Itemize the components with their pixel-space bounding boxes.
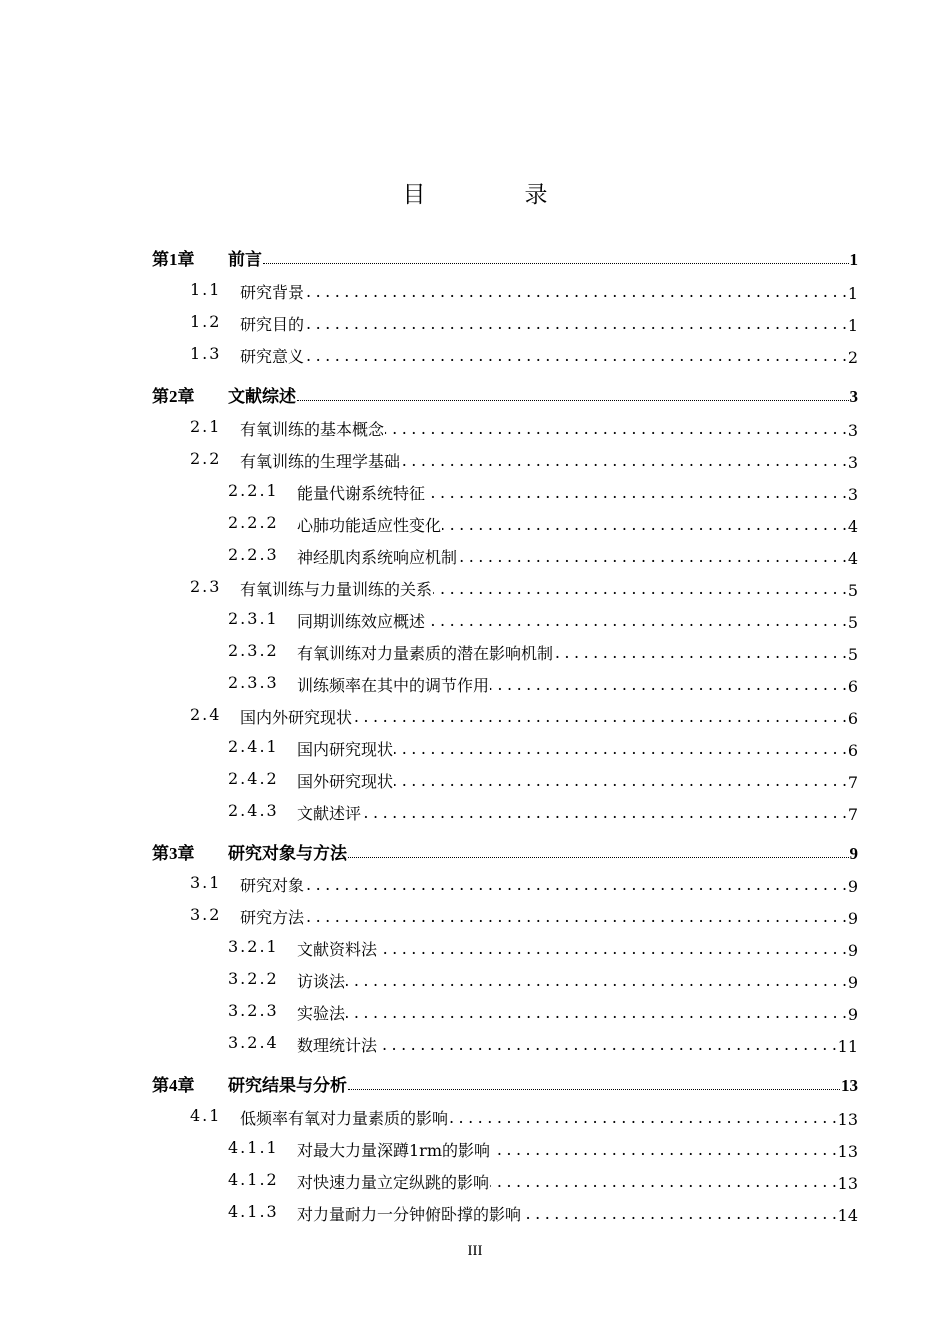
toc-leader [426, 614, 847, 628]
toc-entry-section[interactable] [0, 702, 858, 728]
toc-title: 文献资料法 [297, 940, 378, 959]
toc-title: 前言 [228, 250, 262, 269]
toc-leader [348, 849, 849, 858]
toc-page-number: 9 [847, 1005, 858, 1024]
toc-number: 4.1 [190, 1106, 222, 1125]
toc-number: 2.4.3 [228, 801, 279, 820]
toc-entry-subsection[interactable] [0, 670, 858, 696]
toc-title: 研究方法 [240, 908, 305, 927]
toc-leader [348, 1081, 840, 1090]
toc-leader [378, 1038, 837, 1052]
toc-title: 文献述评 [297, 804, 362, 823]
toc-number: 第2章 [152, 387, 195, 406]
toc-page-number: 1 [847, 284, 858, 303]
toc-leader [491, 1143, 837, 1157]
toc-leader [263, 255, 849, 264]
toc-title: 数理统计法 [297, 1036, 378, 1055]
toc-page-number: 2 [847, 348, 858, 367]
toc-entry-subsection[interactable] [0, 1135, 858, 1161]
toc-number: 3.2.1 [228, 937, 279, 956]
toc-title: 同期训练效应概述 [297, 612, 426, 631]
toc-number: 3.1 [190, 873, 222, 892]
toc-entry-subsection[interactable] [0, 1030, 858, 1056]
toc-title: 访谈法 [297, 972, 346, 991]
toc-leader [346, 974, 847, 988]
toc-page-number: 4 [847, 517, 858, 536]
toc-page-number: 6 [847, 677, 858, 696]
toc-number: 1.3 [190, 344, 222, 363]
toc-leader [305, 285, 847, 299]
toc-number: 2.2.2 [228, 513, 279, 532]
toc-page-number: 9 [847, 909, 858, 928]
toc-number: 2.2.3 [228, 545, 279, 564]
toc-entry-subsection[interactable] [0, 798, 858, 824]
toc-title: 有氧训练对力量素质的潜在影响机制 [297, 644, 554, 663]
toc-title: 对最大力量深蹲1rm的影响 [297, 1141, 491, 1160]
toc-entry-subsection[interactable] [0, 1199, 858, 1225]
toc-entry-section[interactable] [0, 870, 858, 896]
toc-page-number: 3 [849, 387, 858, 406]
toc-page-number: 9 [847, 877, 858, 896]
toc-leader [353, 710, 847, 724]
page-footer-number: III [467, 1243, 483, 1259]
toc-page-number: 3 [847, 421, 858, 440]
toc-leader [305, 317, 847, 331]
toc-number: 3.2 [190, 905, 222, 924]
toc-title: 国外研究现状 [297, 772, 394, 791]
toc-entry-section[interactable] [0, 414, 858, 440]
toc-page-number: 5 [847, 613, 858, 632]
toc-page-number: 7 [847, 805, 858, 824]
toc-number: 第4章 [152, 1076, 195, 1095]
toc-leader [449, 1111, 837, 1125]
toc-title: 训练频率在其中的调节作用 [297, 676, 490, 695]
toc-leader [346, 1006, 847, 1020]
toc-leader [305, 349, 847, 363]
toc-page-number: 6 [847, 741, 858, 760]
toc-title: 文献综述 [228, 387, 296, 406]
toc-number: 2.1 [190, 417, 222, 436]
toc-page-number: 13 [841, 1076, 858, 1095]
toc-entry-subsection[interactable] [0, 1167, 858, 1193]
toc-page-number: 13 [837, 1110, 858, 1129]
toc-number: 3.2.2 [228, 969, 279, 988]
toc-page-number: 9 [847, 973, 858, 992]
toc-leader [394, 774, 847, 788]
toc-leader [554, 646, 847, 660]
toc-entry-section[interactable] [0, 446, 858, 472]
toc-title: 研究对象与方法 [228, 844, 347, 863]
toc-entry-section[interactable] [0, 574, 858, 600]
toc-leader [297, 392, 849, 401]
toc-number: 4.1.2 [228, 1170, 279, 1189]
toc-leader [442, 518, 847, 532]
toc-title: 有氧训练的基本概念 [240, 420, 385, 439]
toc-title: 有氧训练的生理学基础 [240, 452, 401, 471]
toc-number: 2.2.1 [228, 481, 279, 500]
toc-page-number: 5 [847, 645, 858, 664]
toc-title: 国内外研究现状 [240, 708, 353, 727]
toc-page-number: 5 [847, 581, 858, 600]
toc-title: 研究对象 [240, 876, 305, 895]
toc-title: 研究背景 [240, 283, 305, 302]
toc-entry-section[interactable] [0, 277, 858, 303]
toc-entry-subsection[interactable] [0, 766, 858, 792]
toc-number: 第1章 [152, 250, 195, 269]
toc-page-number: 4 [847, 549, 858, 568]
toc-entry-subsection[interactable] [0, 478, 858, 504]
toc-entry-subsection[interactable] [0, 542, 858, 568]
toc-entry-section[interactable] [0, 341, 858, 367]
toc-title: 研究目的 [240, 315, 305, 334]
toc-page-number: 14 [837, 1206, 858, 1225]
toc-leader [522, 1207, 837, 1221]
toc-title: 有氧训练与力量训练的关系 [240, 580, 433, 599]
toc-page-number: 7 [847, 773, 858, 792]
toc-page-number: 3 [847, 453, 858, 472]
toc-leader [426, 486, 847, 500]
toc-page-number: 9 [847, 941, 858, 960]
toc-title: 研究结果与分析 [228, 1076, 347, 1095]
toc-title: 对快速力量立定纵跳的影响 [297, 1173, 490, 1192]
toc-number: 2.3.2 [228, 641, 279, 660]
toc-title: 实验法 [297, 1004, 346, 1023]
toc-title: 神经肌肉系统响应机制 [297, 548, 458, 567]
toc-leader [458, 550, 847, 564]
toc-leader [394, 742, 847, 756]
toc-leader [490, 1175, 837, 1189]
toc-leader [305, 878, 847, 892]
toc-leader [385, 422, 847, 436]
toc-title: 心肺功能适应性变化 [297, 516, 442, 535]
toc-title: 研究意义 [240, 347, 305, 366]
toc-page-number: 1 [849, 250, 858, 269]
toc-leader [362, 806, 847, 820]
toc-entry-subsection[interactable] [0, 734, 858, 760]
toc-entry-section[interactable] [0, 902, 858, 928]
toc-page-number: 6 [847, 709, 858, 728]
toc-number: 2.4.2 [228, 769, 279, 788]
toc-entry-subsection[interactable] [0, 510, 858, 536]
toc-leader [378, 942, 847, 956]
toc-title: 低频率有氧对力量素质的影响 [240, 1109, 449, 1128]
toc-number: 2.3.3 [228, 673, 279, 692]
toc-title: 国内研究现状 [297, 740, 394, 759]
toc-entry-subsection[interactable] [0, 606, 858, 632]
toc-leader [490, 678, 847, 692]
toc-entry-subsection[interactable] [0, 998, 858, 1024]
toc-entry-subsection[interactable] [0, 638, 858, 664]
toc-entry-section[interactable] [0, 309, 858, 335]
toc-number: 1.1 [190, 280, 222, 299]
toc-page-number: 13 [837, 1142, 858, 1161]
toc-page-number: 1 [847, 316, 858, 335]
toc-entry-chapter[interactable] [0, 381, 858, 407]
toc-entry-section[interactable] [0, 1103, 858, 1129]
toc-number: 3.2.4 [228, 1033, 279, 1052]
toc-entry-subsection[interactable] [0, 966, 858, 992]
toc-entry-subsection[interactable] [0, 934, 858, 960]
toc-number: 2.3.1 [228, 609, 279, 628]
toc-number: 3.2.3 [228, 1001, 279, 1020]
toc-entry-chapter[interactable] [0, 244, 858, 270]
toc-leader [433, 582, 847, 596]
toc-number: 2.3 [190, 577, 222, 596]
toc-number: 4.1.1 [228, 1138, 279, 1157]
toc-title: 能量代谢系统特征 [297, 484, 426, 503]
toc-number: 2.2 [190, 449, 222, 468]
toc-page-number: 11 [837, 1037, 858, 1056]
toc-number: 1.2 [190, 312, 222, 331]
toc-page-number: 3 [847, 485, 858, 504]
toc-number: 2.4 [190, 705, 222, 724]
toc-number: 4.1.3 [228, 1202, 279, 1221]
toc-leader [305, 910, 847, 924]
toc-entry-chapter[interactable] [0, 1070, 858, 1096]
toc-leader [401, 454, 847, 468]
toc-title: 对力量耐力一分钟俯卧撑的影响 [297, 1205, 522, 1224]
page-title: 目 录 [402, 182, 586, 208]
toc-page-number: 9 [849, 844, 858, 863]
toc-entry-chapter[interactable] [0, 838, 858, 864]
toc-number: 2.4.1 [228, 737, 279, 756]
toc-page-number: 13 [837, 1174, 858, 1193]
toc-number: 第3章 [152, 844, 195, 863]
